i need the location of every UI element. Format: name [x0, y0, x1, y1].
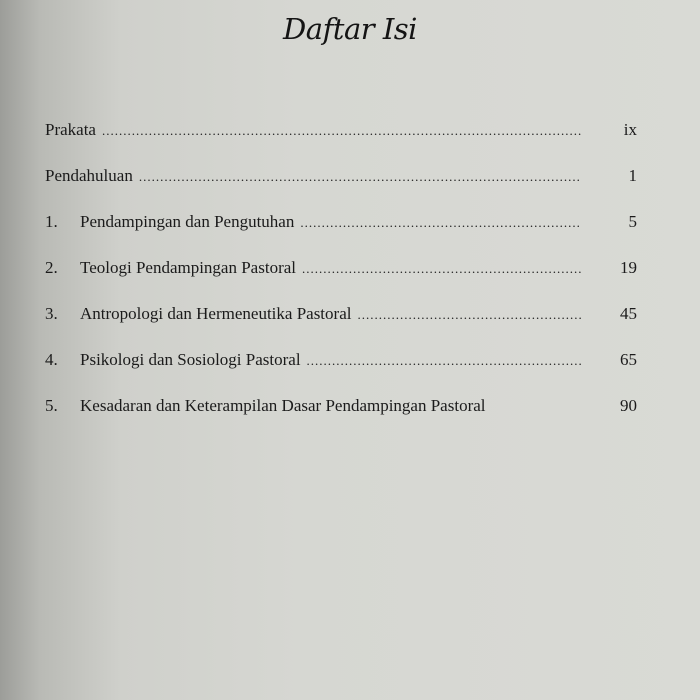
dot-leader	[102, 123, 581, 139]
table-of-contents	[45, 120, 637, 442]
toc-entry-chapter-3	[45, 304, 637, 350]
toc-entry-page: 90	[620, 396, 637, 415]
toc-entry-pendahuluan	[45, 166, 637, 212]
toc-entry-chapter-5	[45, 396, 637, 442]
toc-entry-page: 45	[620, 304, 637, 323]
toc-entry-number: 2.	[45, 258, 58, 277]
toc-entry-label: Pendampingan dan Pengutuhan	[80, 212, 295, 231]
toc-entry-number: 3.	[45, 304, 58, 323]
toc-entry-page: 5	[628, 212, 637, 231]
toc-entry-prakata	[45, 120, 637, 166]
dot-leader	[302, 261, 581, 277]
toc-entry-page: 65	[620, 350, 637, 369]
toc-entry-page: ix	[623, 120, 637, 139]
toc-entry-label: Antropologi dan Hermeneutika Pastoral	[80, 304, 352, 323]
toc-entry-label: Kesadaran dan Keterampilan Dasar Pendampingan Pastoral	[80, 396, 486, 415]
dot-leader	[300, 215, 581, 231]
dot-leader	[357, 307, 581, 323]
toc-entry-page: 19	[620, 258, 637, 277]
toc-entry-label: Psikologi dan Sosiologi Pastoral	[80, 350, 301, 369]
toc-entry-label: Pendahuluan	[45, 166, 133, 185]
toc-entry-chapter-4	[45, 350, 637, 396]
dot-leader	[307, 353, 581, 369]
toc-entry-number: 1.	[45, 212, 58, 231]
dot-leader	[139, 169, 581, 185]
toc-entry-label: Prakata	[45, 120, 96, 139]
toc-entry-number: 5.	[45, 396, 58, 415]
toc-entry-chapter-2	[45, 258, 637, 304]
toc-entry-label: Teologi Pendampingan Pastoral	[80, 258, 296, 277]
toc-entry-chapter-1	[45, 212, 637, 258]
toc-entry-page: 1	[628, 166, 637, 185]
toc-entry-number: 4.	[45, 350, 58, 369]
page-title: Daftar Isi	[283, 12, 417, 46]
